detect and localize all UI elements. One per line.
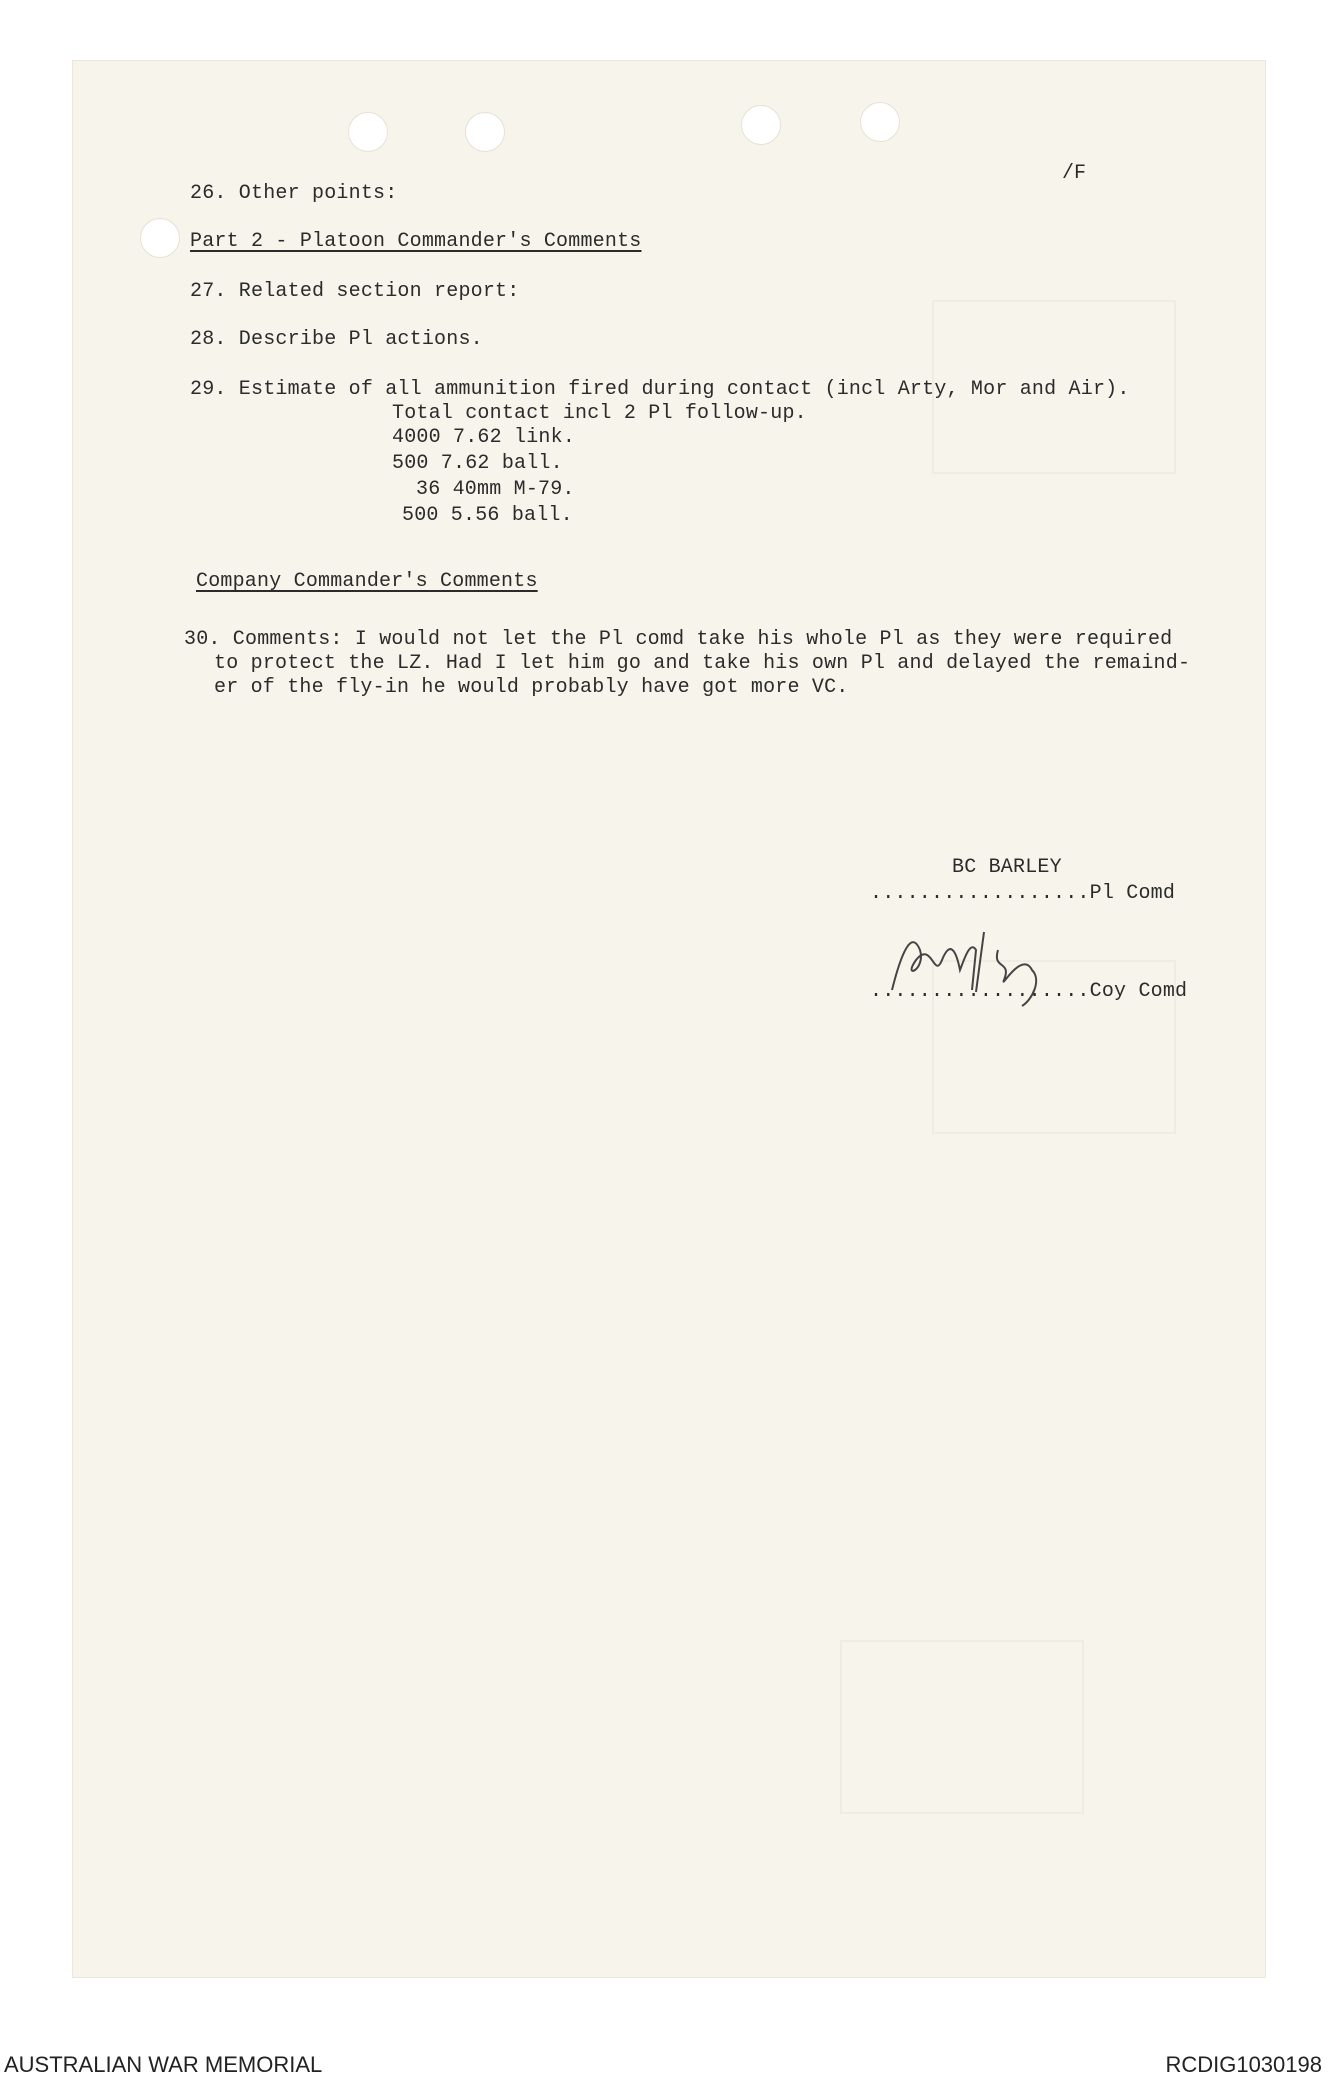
ammo-line: 4000 7.62 link. <box>392 426 576 449</box>
punch-hole <box>140 218 180 258</box>
item-28: 28. Describe Pl actions. <box>190 328 483 351</box>
item-29: 29. Estimate of all ammunition fired during contact (incl Arty, Mor and Air). <box>190 378 1130 401</box>
pl-comd-name: BC BARLEY <box>952 856 1062 879</box>
item-26: 26. Other points: <box>190 182 398 205</box>
watermark <box>840 1640 1084 1814</box>
footer-institution: AUSTRALIAN WAR MEMORIAL <box>4 2052 323 2077</box>
item-30-line: er of the fly-in he would probably have got more VC. <box>214 676 849 699</box>
coy-comd-line: ..................Coy Comd <box>870 980 1188 1003</box>
footer-record-id: RCDIG1030198 <box>1165 2052 1322 2077</box>
punch-hole <box>860 102 900 142</box>
punch-hole <box>741 105 781 145</box>
ammo-line: 500 5.56 ball. <box>402 504 573 527</box>
punch-hole <box>348 112 388 152</box>
punch-hole <box>465 112 505 152</box>
item-27: 27. Related section report: <box>190 280 520 303</box>
ammo-line: 36 40mm M-79. <box>416 478 575 501</box>
part2-heading: Part 2 - Platoon Commander's Comments <box>190 230 642 253</box>
ammo-total: Total contact incl 2 Pl follow-up. <box>392 402 807 425</box>
item-30-line: 30. Comments: I would not let the Pl comd take his whole Pl as they were required <box>184 628 1173 651</box>
ammo-line: 500 7.62 ball. <box>392 452 563 475</box>
corner-mark: /F <box>1062 162 1087 185</box>
document-page <box>72 60 1266 1978</box>
company-heading: Company Commander's Comments <box>196 570 538 593</box>
pl-comd-line: ..................Pl Comd <box>870 882 1176 905</box>
item-30-line: to protect the LZ. Had I let him go and take his own Pl and delayed the remaind- <box>214 652 1191 675</box>
